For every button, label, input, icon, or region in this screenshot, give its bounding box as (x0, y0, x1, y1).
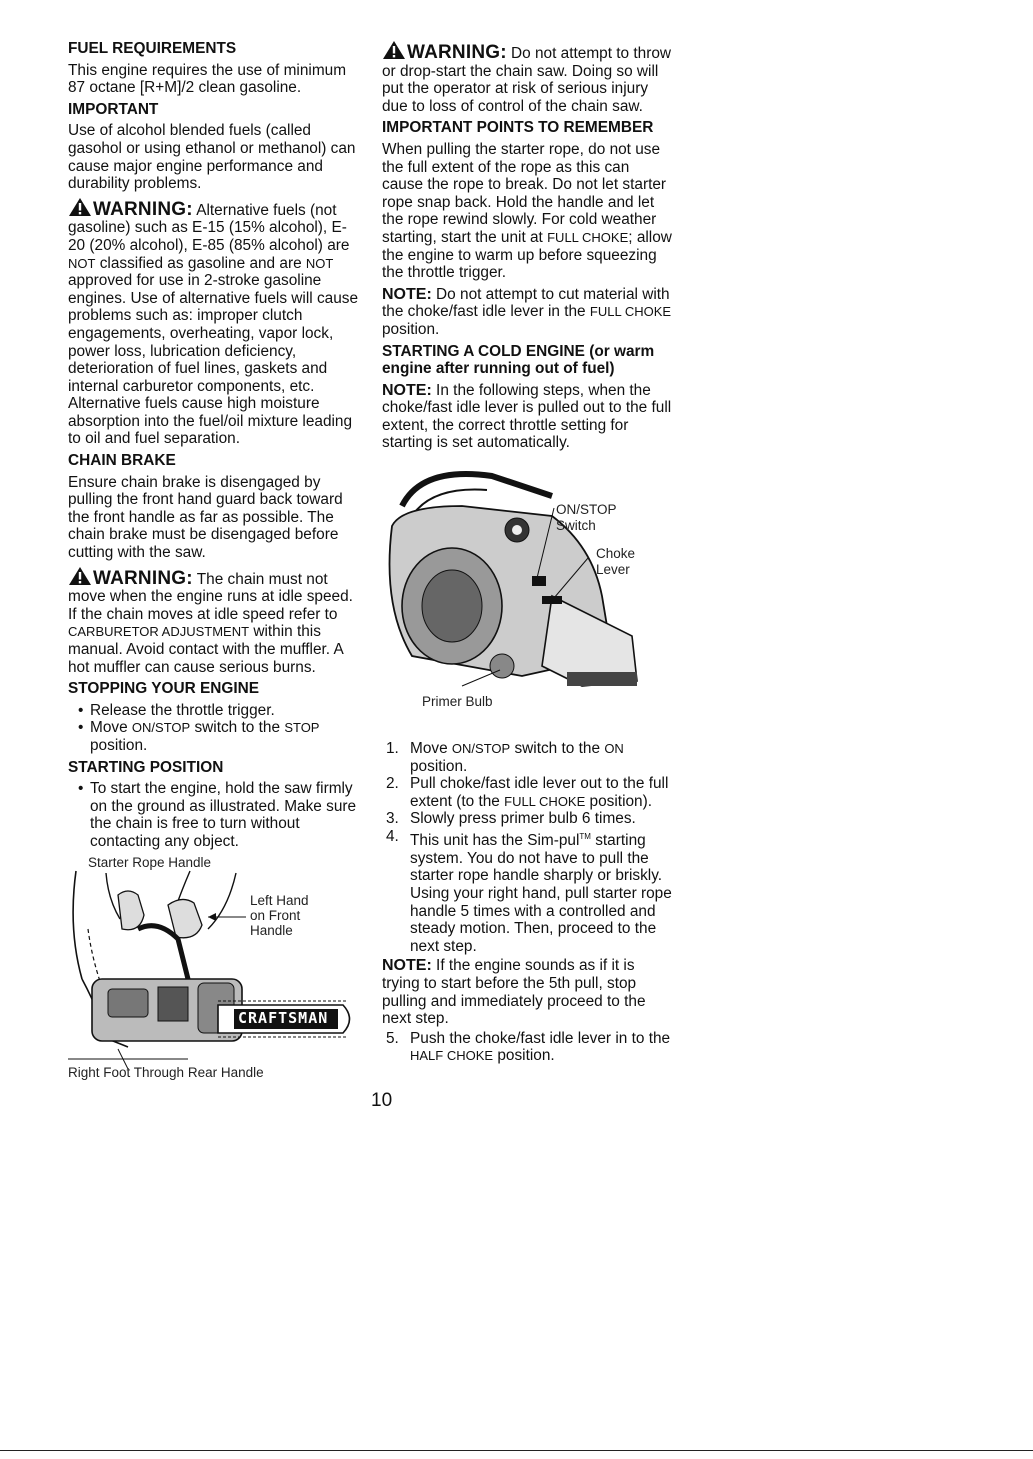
warning-label: WARNING: (407, 42, 507, 63)
left-column (68, 40, 358, 1095)
cold-start-steps-continued (382, 1030, 674, 1065)
starter-rope-handle-label: Starter Rope Handle (88, 854, 212, 870)
page-bottom-rule (0, 1450, 1033, 1451)
starting-position-heading: STARTING POSITION (68, 758, 224, 776)
chainsaw-start-illustration (68, 869, 358, 1079)
warning-triangle-icon (382, 40, 406, 60)
fuel-requirements-text: This engine requires the use of minimum 87 octane [R+M]/2 clean gasoline. (68, 61, 347, 97)
right-foot-label: Right Foot Through Rear Handle (68, 1064, 264, 1080)
stopping-engine-heading: STOPPING YOUR ENGINE (68, 680, 259, 698)
warning-drop-start: WARNING: Do not attempt to throw or drop-start the chain saw. Doing so will put the operator at risk of serious injury due to loss of control of the chain saw. (382, 42, 672, 115)
cold-start-steps (382, 740, 674, 955)
starting-position-figure (68, 855, 358, 1095)
warning-triangle-icon (68, 566, 92, 586)
warning-label: WARNING: (93, 198, 193, 220)
choke-lever-label-2: Lever (596, 562, 630, 578)
left-hand-label-2: on Front (250, 907, 301, 923)
starting-position-list (68, 780, 358, 850)
on-stop-switch-label-1: ON/STOP (556, 502, 617, 518)
engine-controls-figure (382, 466, 674, 734)
warning-label: WARNING: (93, 567, 193, 589)
primer-bulb-label: Primer Bulb (422, 694, 493, 710)
stopping-engine-list (68, 702, 358, 755)
list-item: 4. This unit has the Sim-pul™ starting system. You do not have to pull the starter rope handle sharply or briskly. Using your right hand, pull starter rope handle 5 times with a controlled and steady motion. Then, proceed to the next step. (386, 828, 672, 955)
important-points-text: When pulling the starter rope, do not use the full extent of the rope as this can cause the rope to break. Do not let starter rope snap back. Hold the handle and let the rope rewind slowly. For cold weather starting, start the unit at FULL CHOKE; allow the engine to warm up before squeezing the throttle trigger. (382, 140, 672, 282)
right-column (382, 40, 674, 1067)
chain-brake-text: Ensure chain brake is disengaged by pulling the front hand guard back toward the front handle as far as possible. The chain brake must be disengaged before cutting with the saw. (68, 473, 343, 562)
important-points-heading: IMPORTANT POINTS TO REMEMBER (382, 119, 654, 137)
list-item: • Release the throttle trigger. (68, 702, 358, 720)
important-text: Use of alcohol blended fuels (called gasohol or using ethanol or methanol) can cause major engine performance and durability problems. (68, 122, 356, 193)
important-heading: IMPORTANT (68, 100, 159, 118)
note-auto-throttle: NOTE: In the following steps, when the choke/fast idle lever is pulled out to the full extent, the correct throttle setting for starting is set automatically. (382, 381, 672, 452)
page-number: 10 (371, 1090, 393, 1111)
list-item: • To start the engine, hold the saw firmly on the ground as illustrated. Make sure the chain is free to turn without contacting any object. (68, 780, 358, 850)
list-item: 3. Slowly press primer bulb 6 times. (386, 810, 636, 828)
choke-lever-label-1: Choke (596, 546, 636, 562)
on-stop-switch-label-2: Switch (556, 518, 596, 534)
cold-engine-heading: STARTING A COLD ENGINE (or warm engine after running out of fuel) (382, 342, 655, 378)
craftsman-logo: CRAFTSMAN (238, 1008, 329, 1027)
list-item: 1. Move ON/STOP switch to the ON position. (386, 740, 624, 775)
chain-brake-heading: CHAIN BRAKE (68, 452, 176, 470)
list-item: • Move ON/STOP switch to the STOP position. (68, 719, 358, 754)
warning-triangle-icon (68, 197, 92, 217)
list-item: 5. Push the choke/fast idle lever in to the HALF CHOKE position. (386, 1029, 671, 1065)
list-item: 2. Pull choke/fast idle lever out to the full extent (to the FULL CHOKE position). (386, 775, 669, 810)
note-fifth-pull: NOTE: If the engine sounds as if it is trying to start before the 5th pull, stop pulling and immediately proceed to the next step. (382, 957, 646, 1028)
warning-alternative-fuels: WARNING: Alternative fuels (not gasoline) such as E-15 (15% alcohol), E-20 (20% alcohol), E-85 (85% alcohol) are NOT classified as gasoline and are NOT approved for use in 2-stroke gasoline engines. Use of alternative fuels will cause problems such as: improper clutch engagements, overheating, vapor lock, power loss, lubrication deficiency, deterioration of fuel lines, gaskets and internal carburetor components, etc. Alternative fuels cause high moisture absorption into the fuel/oil mixture leading to oil and fuel separation. (68, 198, 359, 448)
fuel-requirements-heading: FUEL REQUIREMENTS (68, 40, 237, 57)
left-hand-label-1: Left Hand (250, 892, 309, 908)
note-full-choke: NOTE: Do not attempt to cut material with the choke/fast idle lever in the FULL CHOKE position. (382, 285, 672, 338)
left-hand-label-3: Handle (250, 922, 293, 938)
warning-chain-idle: WARNING: The chain must not move when the engine runs at idle speed. If the chain moves at idle speed refer to CARBURETOR ADJUSTMENT within this manual. Avoid contact with the muffler. A hot muffler can cause serious burns. (68, 567, 353, 676)
